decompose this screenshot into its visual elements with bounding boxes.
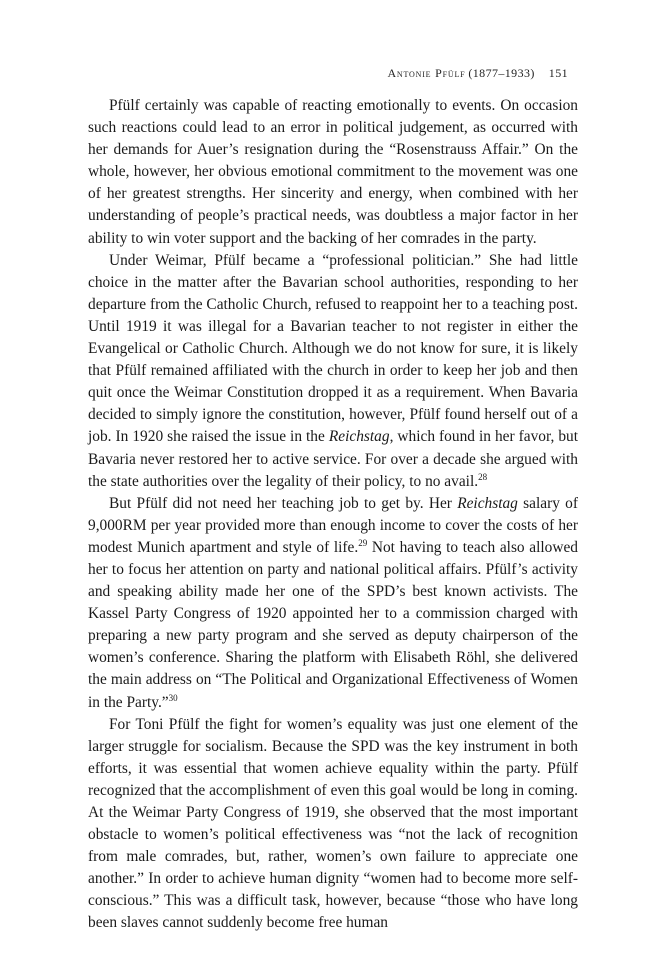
- italic-term: Reichstag: [457, 494, 518, 512]
- running-title: Antonie Pfülf: [387, 66, 466, 80]
- paragraph-text: For Toni Pfülf the fight for women’s equality was just one element of the larger struggle for socialism. Because the SPD was the key instrument in both efforts, it was essential that women achieve equality within the party. Pfülf recognized that the accomplishment of even this goal would be long in coming. At the Weimar Party Congress of 1919, she observed that the most important obstacle to women’s political effectiveness was “not the lack of recognition from male comrades, but, rather, women’s own failure to appreciate one another.” In order to achieve human dignity “women had to become more self-conscious.” This was a difficult task, however, because “those who have long been slaves cannot suddenly become free human: [88, 715, 578, 932]
- running-dates: (1877–1933): [468, 66, 535, 80]
- footnote-ref[interactable]: 30: [168, 692, 178, 703]
- paragraph-text: Under Weimar, Pfülf became a “professional politician.” She had little choice in the matter after the Bavarian school authorities, responding to her departure from the Catholic Church, refused to reappoint her to a teaching post. Until 1919 it was illegal for a Bavarian teacher to not register in either the Evangelical or Catholic Church. Although we do not know for sure, it is likely that Pfülf remained affiliated with the church in order to keep her job and then quit once the Weimar Constitution dropped it as a requirement. When Bavaria decided to simply ignore the constitution, however, Pfülf found herself out of a job. In 1920 she raised the issue in the: [88, 251, 578, 446]
- footnote-ref[interactable]: 28: [478, 471, 488, 482]
- page-number: 151: [548, 66, 568, 80]
- paragraph-3: [88, 493, 578, 714]
- italic-term: Reichstag: [328, 428, 390, 446]
- paragraph-text: salary of 9,000RM per year provided more than enough income to cover the costs of her modest Munich apartment and style of life.: [88, 494, 579, 556]
- running-head: [387, 66, 568, 81]
- paragraph-text: Not having to teach also allowed her to focus her attention on party and national political affairs. Pfülf’s activity and speaking ability made her one of the SPD’s best known activists. The Kassel Party Congress of 1920 appointed her to a commission charged with preparing a new party program and she served as deputy chairperson of the women’s conference. Sharing the platform with Elisabeth Röhl, she delivered the main address on “The Political and Organizational Effectiveness of Women in the Party.”: [88, 538, 578, 711]
- footnote-ref[interactable]: 29: [358, 537, 368, 548]
- paragraph-4: [88, 714, 578, 935]
- paragraph-text: But Pfülf did not need her teaching job to get by. Her: [109, 494, 458, 512]
- body-text: [88, 95, 578, 935]
- paragraph-2: [88, 250, 578, 493]
- paragraph-text: Pfülf certainly was capable of reacting emotionally to events. On occasion such reactions could lead to an error in political judgement, as occurred with her demands for Auer’s resignation during the “Rosenstrauss Affair.” On the whole, however, her obvious emotional commitment to the movement was one of her greatest strengths. Her sincerity and energy, when combined with her understanding of people’s practical needs, was doubtless a major factor in her ability to win voter support and the backing of her comrades in the party.: [88, 97, 578, 247]
- paragraph-text: , which found in her favor, but Bavaria never restored her to active service. For over a decade she argued with the state authorities over the legality of their policy, to no avail.: [88, 428, 578, 490]
- paragraph-1: [88, 95, 578, 250]
